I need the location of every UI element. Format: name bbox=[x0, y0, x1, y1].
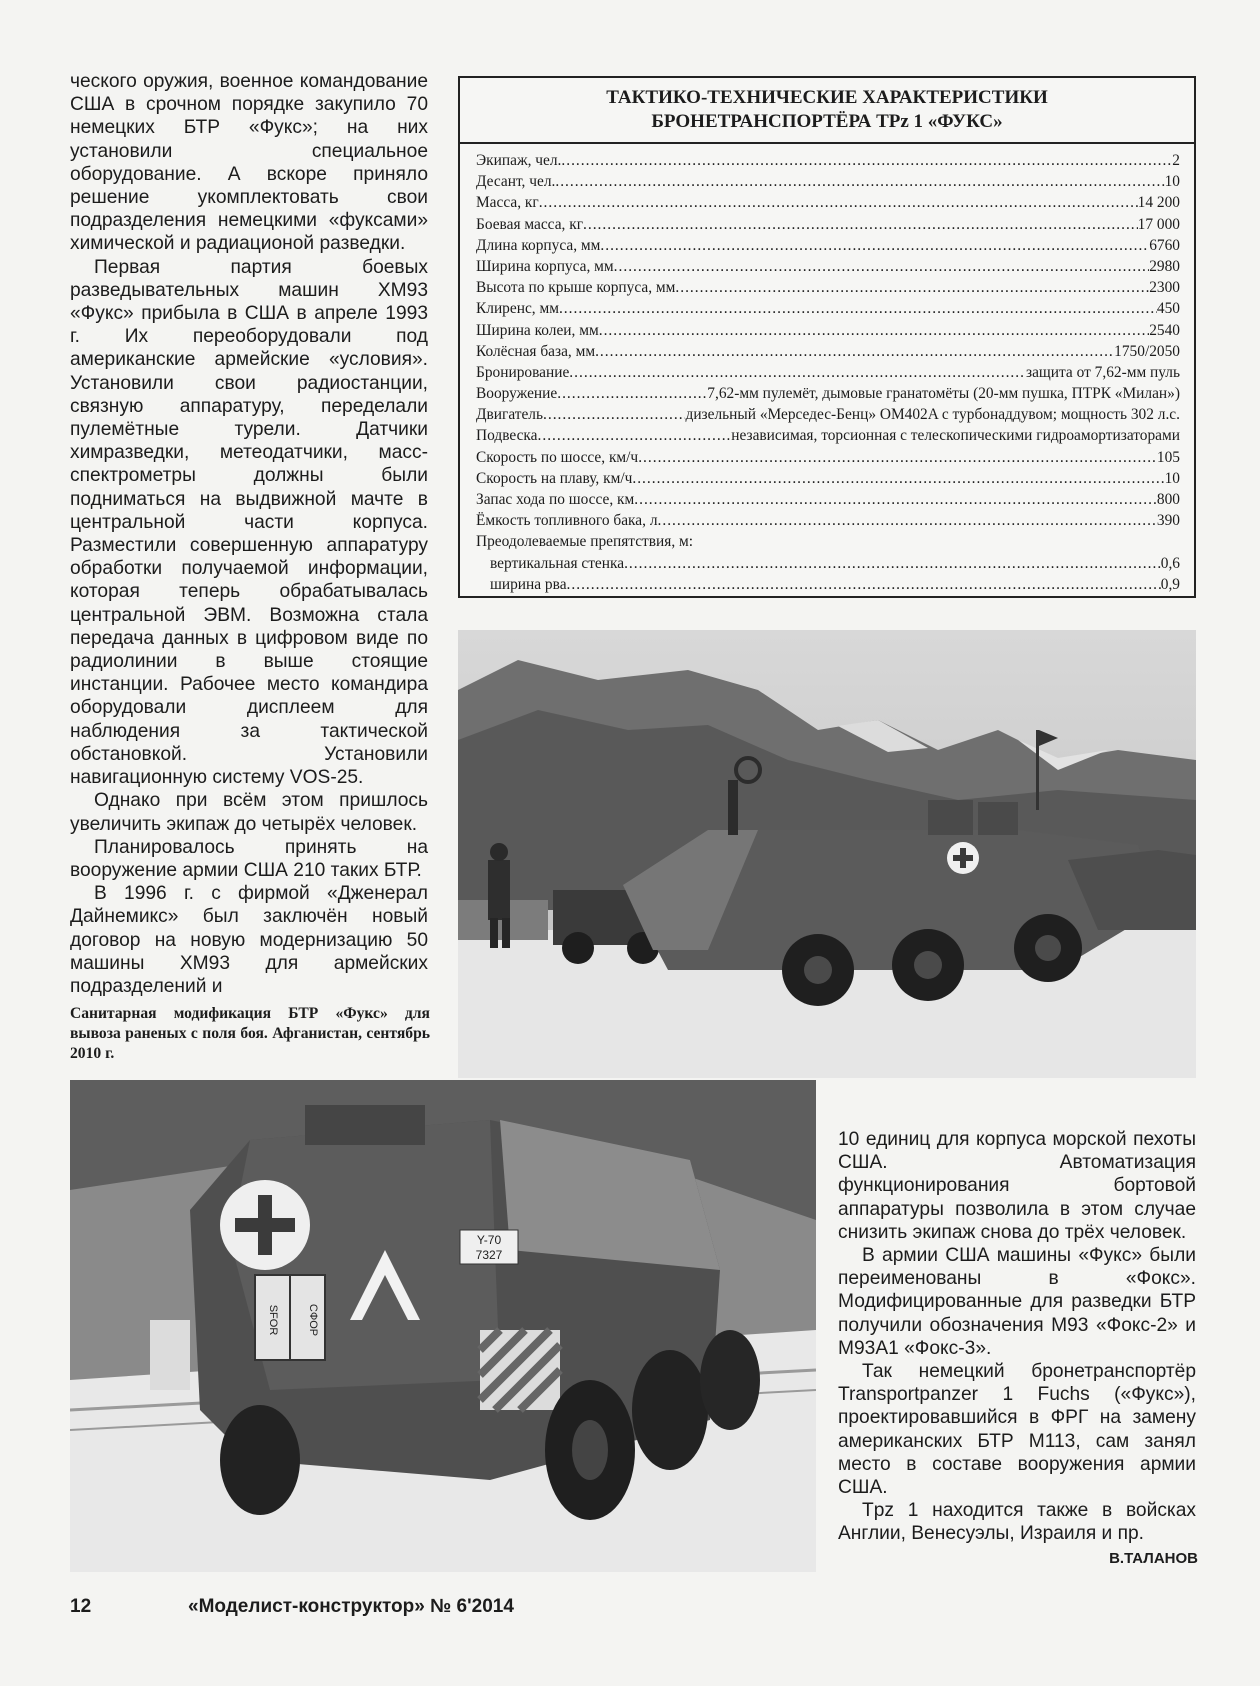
spec-row: Двигатель ..... дизельный «Мерседес-Бенц» OM402A с турбонаддувом; мощность 302 л.с. bbox=[476, 404, 1180, 425]
photo-medical-apc-illustration bbox=[70, 1080, 816, 1572]
spec-title-line: ТАКТИКО-ТЕХНИЧЕСКИЕ ХАРАКТЕРИСТИКИ bbox=[606, 87, 1048, 108]
spec-row: Вооружение ..... 7,62-мм пулемёт, дымовые гранатомёты (20-мм пушка, ПТРК «Милан») bbox=[476, 383, 1180, 404]
spec-row: Скорость на плаву, км/ч ..... 10 bbox=[476, 468, 1180, 489]
photo-caption: Санитарная модификация БТР «Фукс» для вывоза раненых с поля боя. Афганистан, сентябрь 2010 г. bbox=[70, 1005, 430, 1062]
spec-row: ширина рва ..... 0,9 bbox=[476, 574, 1180, 595]
spec-row: Скорость по шоссе, км/ч ..... 105 bbox=[476, 447, 1180, 468]
page-number: 12 bbox=[70, 1596, 92, 1617]
spec-subheader: Преодолеваемые препятствия, м: bbox=[476, 533, 694, 551]
spec-table bbox=[458, 76, 1196, 598]
photo-vehicle-convoy bbox=[458, 630, 1196, 1078]
spec-row: Десант, чел. ..... 10 bbox=[476, 171, 1180, 192]
author-name: В.ТАЛАНОВ bbox=[1109, 1550, 1198, 1567]
paragraph: Первая партия боевых разведывательных машин ХМ93 «Фукс» прибыла в США в апреле 1993 г. Их переоборудовали под американские армейские «условия». Установили свои радиостанции, связную аппаратуру, переделали пулемётные турели. Датчики химразведки, метеодатчики, масс-спектрометры должны были подниматься на выдвижной мачте в центральной части корпуса. Разместили совершенную аппаратуру обработки получаемой информации, которая теперь обрабатывалась центральной ЭВМ. Возможна стала передача данных в цифровом виде по радиолинии в выше стоящие инстанции. Рабочее место командира оборудовали дисплеем для наблюдения за тактической обстановкой. Установили навигационную систему VOS-25. bbox=[70, 256, 428, 789]
paragraph: Tpz 1 находится также в войсках Англии, Венесуэлы, Израиля и пр. bbox=[838, 1500, 1196, 1545]
spec-row: Запас хода по шоссе, км ..... 800 bbox=[476, 489, 1180, 510]
paragraph: Однако при всём этом пришлось увеличить экипаж до четырёх человек. bbox=[70, 790, 428, 835]
page-footer bbox=[70, 1596, 514, 1618]
paragraph: Так немецкий бронетранспортёр Transportpanzer 1 Fuchs («Фукс»), проектировавшийся в ФРГ на замену американских БТР М113, сам занял место в составе вооружения армии США. bbox=[838, 1361, 1196, 1499]
left-text-column bbox=[70, 70, 428, 998]
spec-row: Длина корпуса, мм ..... 6760 bbox=[476, 235, 1180, 256]
sfor-badge-text: SFOR bbox=[267, 1304, 279, 1336]
spec-row: Экипаж, чел. ..... 2 bbox=[476, 150, 1180, 171]
spec-table-title bbox=[460, 78, 1194, 144]
spec-row: вертикальная стенка ..... 0,6 bbox=[476, 553, 1180, 574]
spec-row: Колёсная база, мм ..... 1750/2050 bbox=[476, 341, 1180, 362]
spec-row: Ширина колеи, мм ..... 2540 bbox=[476, 320, 1180, 341]
paragraph: В армии США машины «Фукс» были переименованы в «Фокс». Модифицированные для разведки БТР получили обозначения М93 «Фокс-2» и М93А1 «Фокс-3». bbox=[838, 1245, 1196, 1359]
spec-row: Боевая масса, кг ..... 17 000 bbox=[476, 214, 1180, 235]
photo-medical-apc bbox=[70, 1080, 816, 1572]
paragraph: В 1996 г. с фирмой «Дженерал Дайнемикс» был заключён новый договор на новую модернизацию 50 машины ХМ93 для армейских подразделений и bbox=[70, 883, 428, 997]
right-text-column bbox=[838, 1128, 1196, 1546]
sfor-badge-text-ru: СФОР bbox=[307, 1303, 319, 1337]
spec-row: Высота по крыше корпуса, мм ..... 2300 bbox=[476, 277, 1180, 298]
magazine-title: «Моделист-конструктор» № 6'2014 bbox=[188, 1596, 514, 1617]
license-plate-line1: Y-70 bbox=[476, 1233, 502, 1247]
paragraph: 10 единиц для корпуса морской пехоты США. Автоматизация функционирования бортовой аппаратуры позволила в этом случае снизить экипаж снова до трёх человек. bbox=[838, 1129, 1196, 1243]
spec-row: Масса, кг ..... 14 200 bbox=[476, 192, 1180, 213]
spec-row: Ёмкость топливного бака, л ..... 390 bbox=[476, 510, 1180, 531]
license-plate-line2: 7327 bbox=[475, 1248, 503, 1262]
photo-convoy-illustration bbox=[458, 630, 1196, 1078]
spec-title-line: БРОНЕТРАНСПОРТЁРА TPz 1 «ФУКС» bbox=[651, 111, 1003, 132]
spec-row: Бронирование ..... защита от 7,62-мм пуль bbox=[476, 362, 1180, 383]
paragraph: Планировалось принять на вооружение армии США 210 таких БТР. bbox=[70, 836, 428, 881]
paragraph: ческого оружия, военное командование США в срочном порядке закупило 70 немецких БТР «Фукс»; на них установили специальное оборудование. А вскоре приняло решение укомплектовать свои подразделения немецкими «фуксами» химической и радиационой разведки. bbox=[70, 71, 428, 255]
spec-row: Клиренс, мм ..... 450 bbox=[476, 298, 1180, 319]
spec-row: Ширина корпуса, мм ..... 2980 bbox=[476, 256, 1180, 277]
spec-rows bbox=[460, 144, 1194, 595]
spec-row: Подвеска ..... независимая, торсионная с телескопическими гидроамортизаторами bbox=[476, 425, 1180, 446]
